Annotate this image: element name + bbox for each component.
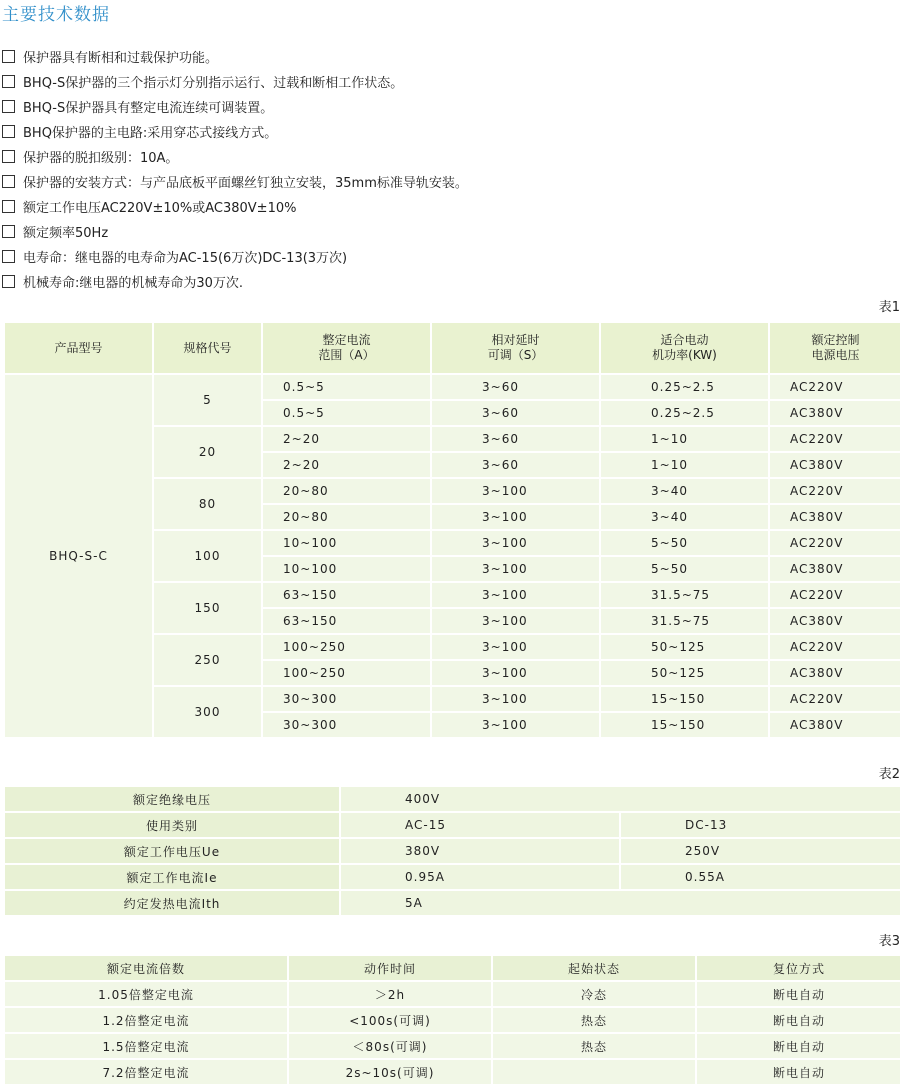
param-label-cell: 使用类别 [4,812,340,838]
table3-cell: 断电自动 [696,981,900,1007]
table-row [4,786,900,812]
table1-caption: 表1 [878,300,900,315]
control-voltage-cell: AC220V [769,634,900,660]
checkbox-icon [2,225,15,238]
table3-header-cell: 额定电流倍数 [4,955,288,981]
current-range-cell: 30~300 [262,686,431,712]
checkbox-icon [2,100,15,113]
delay-cell: 3~100 [431,686,600,712]
control-voltage-cell: AC380V [769,556,900,582]
motor-power-cell: 3~40 [600,478,769,504]
delay-cell: 3~100 [431,556,600,582]
control-voltage-cell: AC380V [769,452,900,478]
control-voltage-cell: AC220V [769,530,900,556]
table-row [4,838,900,864]
delay-cell: 3~100 [431,582,600,608]
control-voltage-cell: AC220V [769,582,900,608]
table3-cell: 1.2倍整定电流 [4,1007,288,1033]
checkbox-icon [2,275,15,288]
table1-spec [3,321,900,737]
table3-header-cell: 动作时间 [288,955,492,981]
delay-cell: 3~60 [431,452,600,478]
page-title: 主要技术数据 [2,5,110,25]
feature-item [2,244,468,269]
control-voltage-cell: AC220V [769,374,900,400]
table-row [4,864,900,890]
delay-cell: 3~100 [431,530,600,556]
feature-text: 保护器的脱扣级别：10A。 [23,151,179,166]
motor-power-cell: 1~10 [600,452,769,478]
motor-power-cell: 5~50 [600,530,769,556]
table3-cell: 7.2倍整定电流 [4,1059,288,1084]
spec-code-cell: 80 [153,478,262,530]
checkbox-icon [2,200,15,213]
feature-text: BHQ-S保护器具有整定电流连续可调装置。 [23,101,274,116]
table1-header-cell: 规格代号 [153,322,262,374]
delay-cell: 3~60 [431,400,600,426]
table2-ratings [3,785,900,915]
table3-action-characteristics [3,954,900,1084]
feature-text: BHQ-S保护器的三个指示灯分别指示运行、过载和断相工作状态。 [23,76,404,91]
param-value-dc-cell: 250V [620,838,900,864]
motor-power-cell: 15~150 [600,712,769,737]
control-voltage-cell: AC220V [769,478,900,504]
motor-power-cell: 0.25~2.5 [600,374,769,400]
motor-power-cell: 1~10 [600,426,769,452]
checkbox-icon [2,125,15,138]
table3-header-row [4,955,900,981]
delay-cell: 3~60 [431,374,600,400]
feature-item [2,144,468,169]
feature-item [2,169,468,194]
table-row [4,1033,900,1059]
feature-text: BHQ保护器的主电路:采用穿芯式接线方式。 [23,126,278,141]
delay-cell: 3~100 [431,478,600,504]
param-value-ac-cell: AC-15 [340,812,620,838]
param-label-cell: 额定工作电压Ue [4,838,340,864]
delay-cell: 3~100 [431,712,600,737]
table-row [4,981,900,1007]
current-range-cell: 63~150 [262,582,431,608]
param-value-dc-cell: 0.55A [620,864,900,890]
param-label-cell: 约定发热电流Ith [4,890,340,915]
current-range-cell: 100~250 [262,660,431,686]
feature-item [2,44,468,69]
checkbox-icon [2,175,15,188]
table-row [4,812,900,838]
current-range-cell: 2~20 [262,452,431,478]
motor-power-cell: 0.25~2.5 [600,400,769,426]
table3-cell: 冷态 [492,981,696,1007]
current-range-cell: 2~20 [262,426,431,452]
spec-code-cell: 100 [153,530,262,582]
param-label-cell: 额定绝缘电压 [4,786,340,812]
feature-text: 保护器具有断相和过载保护功能。 [23,51,219,66]
table3-cell: 热态 [492,1033,696,1059]
delay-cell: 3~100 [431,634,600,660]
motor-power-cell: 15~150 [600,686,769,712]
param-value-cell: 400V [340,786,900,812]
spec-code-cell: 5 [153,374,262,426]
table3-cell: ＞2h [288,981,492,1007]
current-range-cell: 20~80 [262,478,431,504]
param-label-cell: 额定工作电流Ie [4,864,340,890]
table-row [4,374,900,400]
motor-power-cell: 31.5~75 [600,582,769,608]
table-row [4,1059,900,1084]
current-range-cell: 100~250 [262,634,431,660]
table3-header-cell: 复位方式 [696,955,900,981]
table3-cell: <100s(可调) [288,1007,492,1033]
table3-cell [492,1059,696,1084]
param-value-cell: 5A [340,890,900,915]
feature-text: 保护器的安装方式：与产品底板平面螺丝钉独立安装，35mm标准导轨安装。 [23,176,468,191]
spec-code-cell: 250 [153,634,262,686]
current-range-cell: 0.5~5 [262,400,431,426]
param-value-ac-cell: 0.95A [340,864,620,890]
control-voltage-cell: AC220V [769,686,900,712]
control-voltage-cell: AC220V [769,426,900,452]
delay-cell: 3~100 [431,608,600,634]
table3-cell: 断电自动 [696,1007,900,1033]
current-range-cell: 30~300 [262,712,431,737]
spec-code-cell: 300 [153,686,262,737]
table3-cell: ＜80s(可调) [288,1033,492,1059]
spec-code-cell: 150 [153,582,262,634]
table-row [4,1007,900,1033]
control-voltage-cell: AC380V [769,660,900,686]
control-voltage-cell: AC380V [769,608,900,634]
table1-header-cell: 整定电流 范围（A） [262,322,431,374]
delay-cell: 3~60 [431,426,600,452]
table3-cell: 1.5倍整定电流 [4,1033,288,1059]
feature-item [2,219,468,244]
motor-power-cell: 5~50 [600,556,769,582]
checkbox-icon [2,150,15,163]
control-voltage-cell: AC380V [769,504,900,530]
feature-item [2,69,468,94]
table2-caption: 表2 [878,767,900,782]
control-voltage-cell: AC380V [769,400,900,426]
delay-cell: 3~100 [431,504,600,530]
motor-power-cell: 3~40 [600,504,769,530]
delay-cell: 3~100 [431,660,600,686]
current-range-cell: 10~100 [262,556,431,582]
current-range-cell: 10~100 [262,530,431,556]
motor-power-cell: 31.5~75 [600,608,769,634]
motor-power-cell: 50~125 [600,634,769,660]
current-range-cell: 20~80 [262,504,431,530]
control-voltage-cell: AC380V [769,712,900,737]
param-value-ac-cell: 380V [340,838,620,864]
feature-item [2,94,468,119]
current-range-cell: 0.5~5 [262,374,431,400]
feature-text: 额定工作电压AC220V±10%或AC380V±10% [23,201,297,216]
table1-header-cell: 额定控制 电源电压 [769,322,900,374]
feature-item [2,119,468,144]
spec-code-cell: 20 [153,426,262,478]
table3-cell: 断电自动 [696,1059,900,1084]
table1-header-cell: 产品型号 [4,322,153,374]
checkbox-icon [2,250,15,263]
feature-item [2,194,468,219]
table1-header-cell: 适合电动 机功率(KW) [600,322,769,374]
checkbox-icon [2,50,15,63]
feature-text: 额定频率50Hz [23,226,109,241]
feature-text: 机械寿命:继电器的机械寿命为30万次. [23,276,244,291]
feature-text: 电寿命：继电器的电寿命为AC-15(6万次)DC-13(3万次) [23,251,348,266]
table1-header-cell: 相对延时 可调（S） [431,322,600,374]
motor-power-cell: 50~125 [600,660,769,686]
table3-cell: 1.05倍整定电流 [4,981,288,1007]
feature-list [2,44,468,294]
product-model-cell: BHQ-S-C [4,374,153,737]
table3-caption: 表3 [878,934,900,949]
table3-cell: 2s~10s(可调) [288,1059,492,1084]
table3-cell: 断电自动 [696,1033,900,1059]
table3-cell: 热态 [492,1007,696,1033]
checkbox-icon [2,75,15,88]
current-range-cell: 63~150 [262,608,431,634]
param-value-dc-cell: DC-13 [620,812,900,838]
table3-header-cell: 起始状态 [492,955,696,981]
table-row [4,890,900,915]
feature-item [2,269,468,294]
